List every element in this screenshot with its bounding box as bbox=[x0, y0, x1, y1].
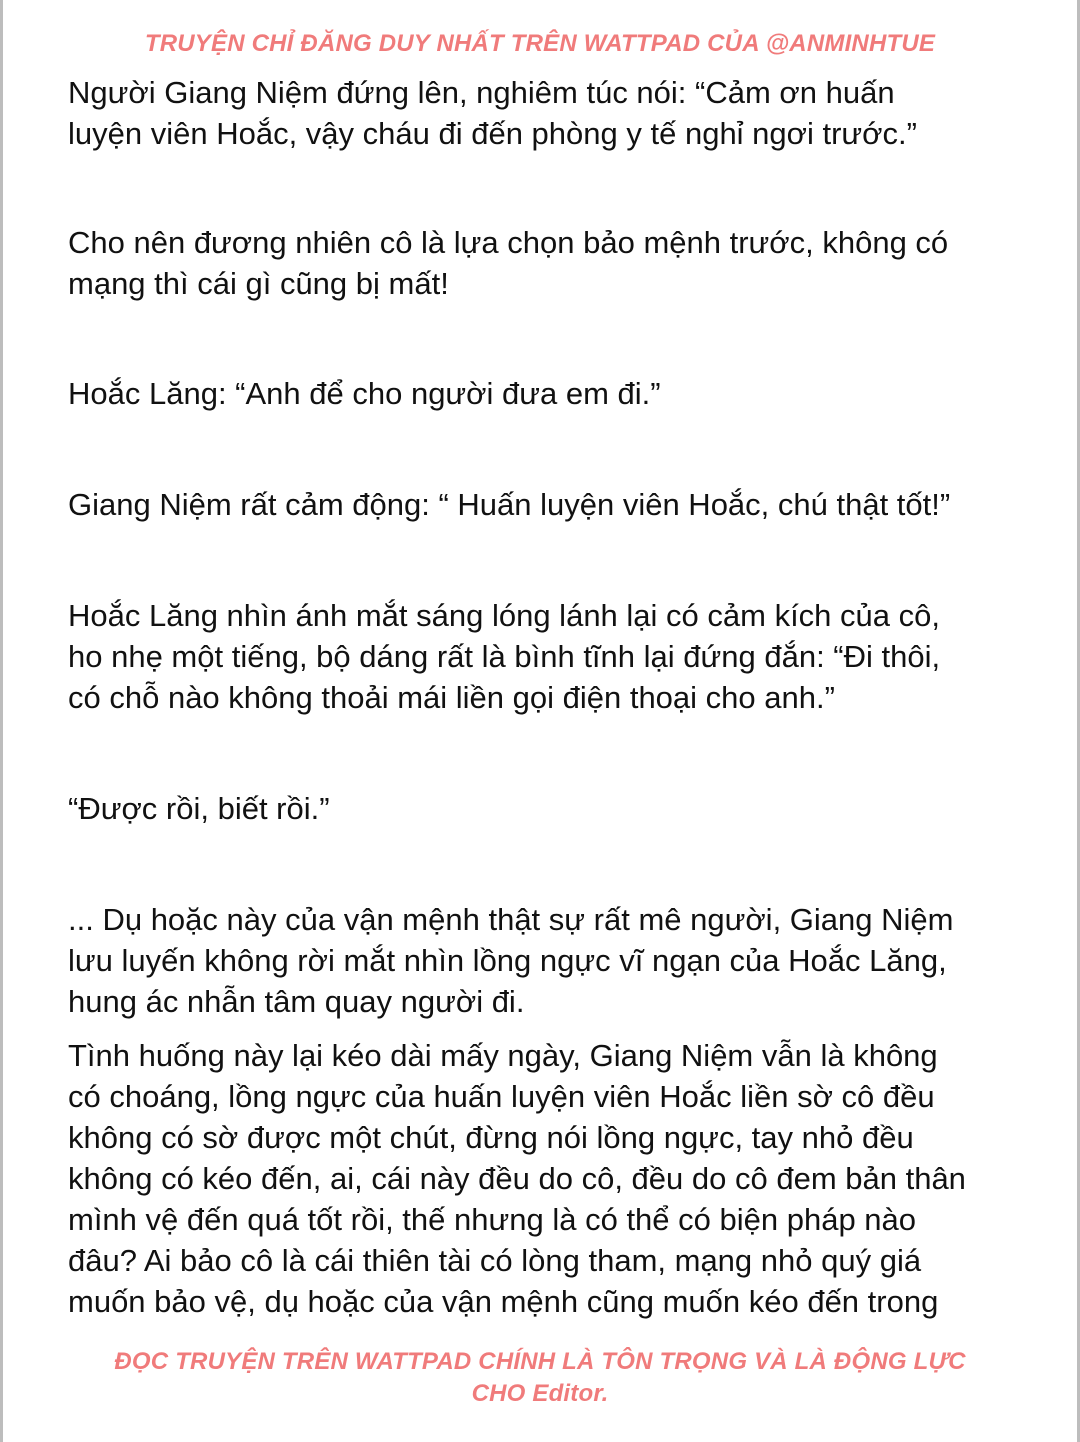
text-line: ... Dụ hoặc này của vận mệnh thật sự rất mê người, Giang Niệm bbox=[68, 902, 954, 937]
paragraph bbox=[68, 484, 1028, 525]
text-line: Hoắc Lăng nhìn ánh mắt sáng lóng lánh lại có cảm kích của cô, bbox=[68, 598, 940, 633]
text-line: muốn bảo vệ, dụ hoặc của vận mệnh cũng muốn kéo đến trong bbox=[68, 1284, 939, 1319]
story-text bbox=[68, 72, 1028, 1322]
text-line: luyện viên Hoắc, vậy cháu đi đến phòng y tế nghỉ ngơi trước.” bbox=[68, 116, 917, 151]
paragraph bbox=[68, 595, 1028, 718]
text-line: không có sờ được một chút, đừng nói lồng ngực, tay nhỏ đều bbox=[68, 1120, 914, 1155]
text-line: Cho nên đương nhiên cô là lựa chọn bảo mệnh trước, không có bbox=[68, 225, 949, 260]
text-line: mạng thì cái gì cũng bị mất! bbox=[68, 266, 449, 301]
text-line: “Được rồi, biết rồi.” bbox=[68, 791, 330, 826]
text-line: Giang Niệm rất cảm động: “ Huấn luyện viên Hoắc, chú thật tốt!” bbox=[68, 487, 951, 522]
text-line: đâu? Ai bảo cô là cái thiên tài có lòng tham, mạng nhỏ quý giá bbox=[68, 1243, 922, 1278]
text-line: có choáng, lồng ngực của huấn luyện viên Hoắc liền sờ cô đều bbox=[68, 1079, 935, 1114]
text-line: Hoắc Lăng: “Anh để cho người đưa em đi.” bbox=[68, 376, 661, 411]
footer-watermark-line: ĐỌC TRUYỆN TRÊN WATTPAD CHÍNH LÀ TÔN TRỌNG VÀ LÀ ĐỘNG LỰC bbox=[114, 1348, 966, 1375]
text-line: không có kéo đến, ai, cái này đều do cô, đều do cô đem bản thân bbox=[68, 1161, 966, 1196]
text-line: Người Giang Niệm đứng lên, nghiêm túc nói: “Cảm ơn huấn bbox=[68, 75, 895, 110]
text-line: lưu luyến không rời mắt nhìn lồng ngực vĩ ngạn của Hoắc Lăng, bbox=[68, 943, 947, 978]
text-line: mình vệ đến quá tốt rồi, thế nhưng là có thể có biện pháp nào bbox=[68, 1202, 917, 1237]
text-line: Tình huống này lại kéo dài mấy ngày, Giang Niệm vẫn là không bbox=[68, 1038, 938, 1073]
paragraph bbox=[68, 1035, 1028, 1322]
paragraph bbox=[68, 222, 1028, 304]
footer-watermark-line: CHO Editor. bbox=[471, 1380, 609, 1407]
header-watermark: TRUYỆN CHỈ ĐĂNG DUY NHẤT TRÊN WATTPAD CỦA @ANMINHTUE bbox=[144, 30, 936, 57]
text-line: hung ác nhẫn tâm quay người đi. bbox=[68, 984, 525, 1019]
paragraph bbox=[68, 899, 1028, 1022]
footer-watermark bbox=[0, 1346, 1080, 1410]
text-line: có chỗ nào không thoải mái liền gọi điện thoại cho anh.” bbox=[68, 680, 835, 715]
text-line: ho nhẹ một tiếng, bộ dáng rất là bình tĩnh lại đứng đắn: “Đi thôi, bbox=[68, 639, 941, 674]
paragraph bbox=[68, 72, 1028, 154]
paragraph bbox=[68, 373, 1028, 414]
paragraph bbox=[68, 788, 1028, 829]
